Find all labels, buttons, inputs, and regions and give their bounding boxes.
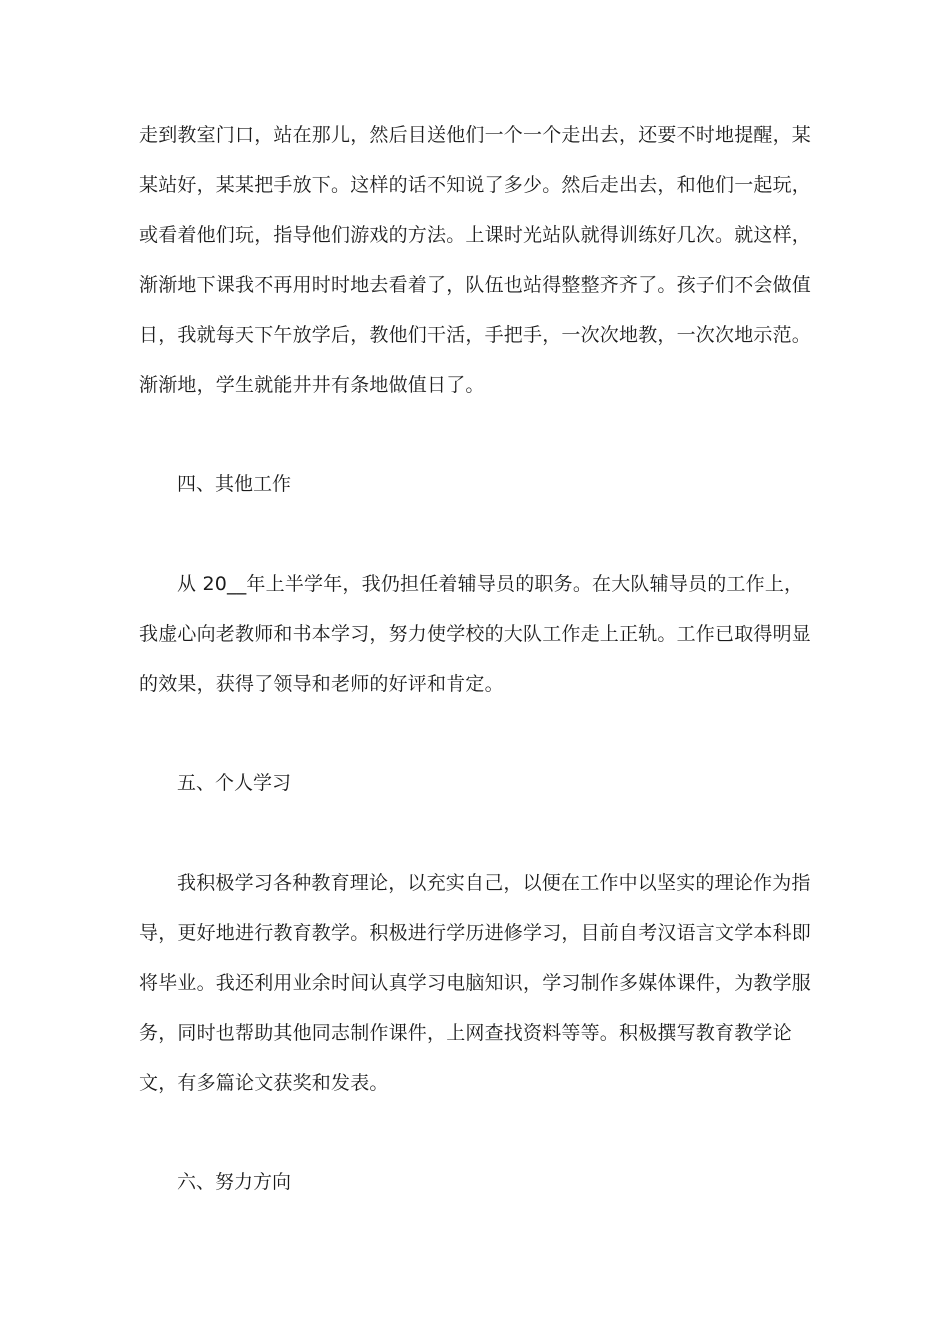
paragraph-continuation: 走到教室门口，站在那儿，然后目送他们一个一个走出去，还要不时地提醒，某某站好，某某把手放下。这样的话不知说了多少。然后走出去，和他们一起玩，或看着他们玩，指导他们游戏的方法。上课时光站队就得训练好几次。就这样，渐渐地下课我不再用时时地去看着了，队伍也站得整整齐齐了。孩子们不会做值日，我就每天下午放学后，教他们干活，手把手，一次次地教，一次次地示范。渐渐地，学生就能井井有条地做值日了。: [139, 124, 812, 396]
paragraph-personal-study: 我积极学习各种教育理论，以充实自己，以便在工作中以坚实的理论作为指导，更好地进行教育教学。积极进行学历进修学习，目前自考汉语言文学本科即将毕业。我还利用业余时间认真学习电脑知识，学习制作多媒体课件，为教学服务，同时也帮助其他同志制作课件，上网查找资料等等。积极撰写教育教学论文，有多篇论文获奖和发表。: [139, 872, 812, 1094]
paragraph-other-work: 从 20__年上半学年，我仍担任着辅导员的职务。在大队辅导员的工作上，我虚心向老教师和书本学习，努力使学校的大队工作走上正轨。工作已取得明显的效果，获得了领导和老师的好评和肯定。: [139, 573, 812, 695]
section-heading-direction: 六、努力方向: [177, 1171, 292, 1193]
section-heading-personal-study: 五、个人学习: [177, 772, 292, 794]
section-heading-other-work: 四、其他工作: [177, 473, 292, 495]
